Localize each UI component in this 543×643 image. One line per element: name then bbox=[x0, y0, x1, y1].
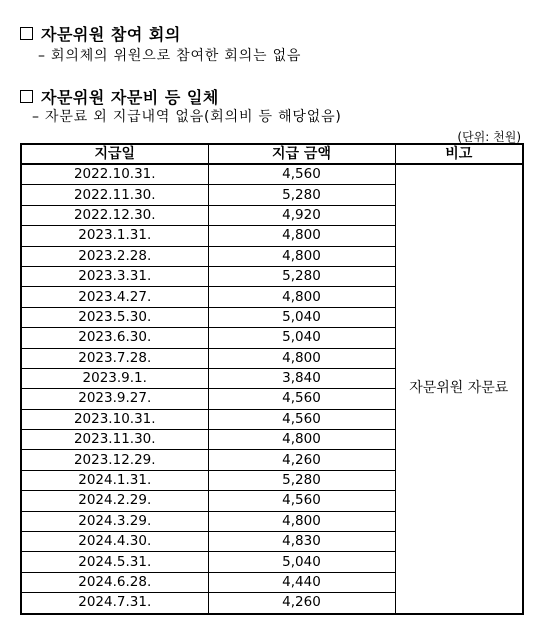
section-title-fees-text: 자문위원 자문비 등 일체 bbox=[41, 88, 219, 107]
payment-amount: 4,560 bbox=[208, 389, 395, 409]
payment-date: 2024.3.29. bbox=[21, 511, 208, 531]
header-amount: 지급 금액 bbox=[208, 144, 395, 164]
meetings-note: – 회의체의 위원으로 참여한 회의는 없음 bbox=[38, 48, 302, 64]
payment-date: 2024.7.31. bbox=[21, 593, 208, 614]
payment-amount: 5,040 bbox=[208, 328, 395, 348]
payment-date: 2022.12.30. bbox=[21, 205, 208, 225]
payment-amount: 4,800 bbox=[208, 348, 395, 368]
header-date: 지급일 bbox=[21, 144, 208, 164]
payment-amount: 4,800 bbox=[208, 226, 395, 246]
payment-amount: 5,280 bbox=[208, 266, 395, 286]
payment-amount: 5,280 bbox=[208, 185, 395, 205]
payment-date: 2023.12.29. bbox=[21, 450, 208, 470]
payment-date: 2023.6.30. bbox=[21, 328, 208, 348]
section-title-meetings bbox=[20, 22, 181, 45]
payment-date: 2023.3.31. bbox=[21, 266, 208, 286]
table-row bbox=[21, 164, 523, 185]
payment-date: 2024.2.29. bbox=[21, 491, 208, 511]
payment-amount: 5,280 bbox=[208, 470, 395, 490]
payment-amount: 4,800 bbox=[208, 287, 395, 307]
table-body bbox=[21, 164, 523, 614]
checkbox-icon bbox=[20, 90, 33, 103]
payment-date: 2023.11.30. bbox=[21, 430, 208, 450]
payment-date: 2024.1.31. bbox=[21, 470, 208, 490]
payment-date: 2022.11.30. bbox=[21, 185, 208, 205]
payment-date: 2022.10.31. bbox=[21, 164, 208, 185]
payment-amount: 4,830 bbox=[208, 532, 395, 552]
payment-amount: 4,260 bbox=[208, 450, 395, 470]
payment-amount: 4,560 bbox=[208, 491, 395, 511]
payment-date: 2024.5.31. bbox=[21, 552, 208, 572]
payment-date: 2023.7.28. bbox=[21, 348, 208, 368]
unit-label: (단위: 천원) bbox=[457, 130, 521, 144]
payment-amount: 4,920 bbox=[208, 205, 395, 225]
section-title-fees bbox=[20, 85, 219, 108]
payment-date: 2023.2.28. bbox=[21, 246, 208, 266]
payment-date: 2023.4.27. bbox=[21, 287, 208, 307]
checkbox-icon bbox=[20, 27, 33, 40]
payment-amount: 4,560 bbox=[208, 409, 395, 429]
payment-amount: 4,800 bbox=[208, 430, 395, 450]
payment-date: 2023.9.27. bbox=[21, 389, 208, 409]
payment-date: 2023.1.31. bbox=[21, 226, 208, 246]
payment-date: 2024.4.30. bbox=[21, 532, 208, 552]
payment-amount: 5,040 bbox=[208, 552, 395, 572]
table-header-row bbox=[21, 144, 523, 164]
payment-table bbox=[20, 143, 524, 615]
payment-amount: 3,840 bbox=[208, 368, 395, 388]
section-title-meetings-text: 자문위원 참여 회의 bbox=[41, 25, 181, 44]
header-remark: 비고 bbox=[395, 144, 523, 164]
payment-date: 2023.10.31. bbox=[21, 409, 208, 429]
payment-amount: 4,800 bbox=[208, 511, 395, 531]
payment-amount: 5,040 bbox=[208, 307, 395, 327]
fees-note: – 자문료 외 지급내역 없음(회의비 등 해당없음) bbox=[32, 109, 342, 125]
payment-date: 2023.9.1. bbox=[21, 368, 208, 388]
remark-cell: 자문위원 자문료 bbox=[395, 164, 523, 614]
payment-amount: 4,440 bbox=[208, 572, 395, 592]
payment-date: 2023.5.30. bbox=[21, 307, 208, 327]
payment-amount: 4,800 bbox=[208, 246, 395, 266]
payment-amount: 4,560 bbox=[208, 164, 395, 185]
payment-amount: 4,260 bbox=[208, 593, 395, 614]
payment-date: 2024.6.28. bbox=[21, 572, 208, 592]
